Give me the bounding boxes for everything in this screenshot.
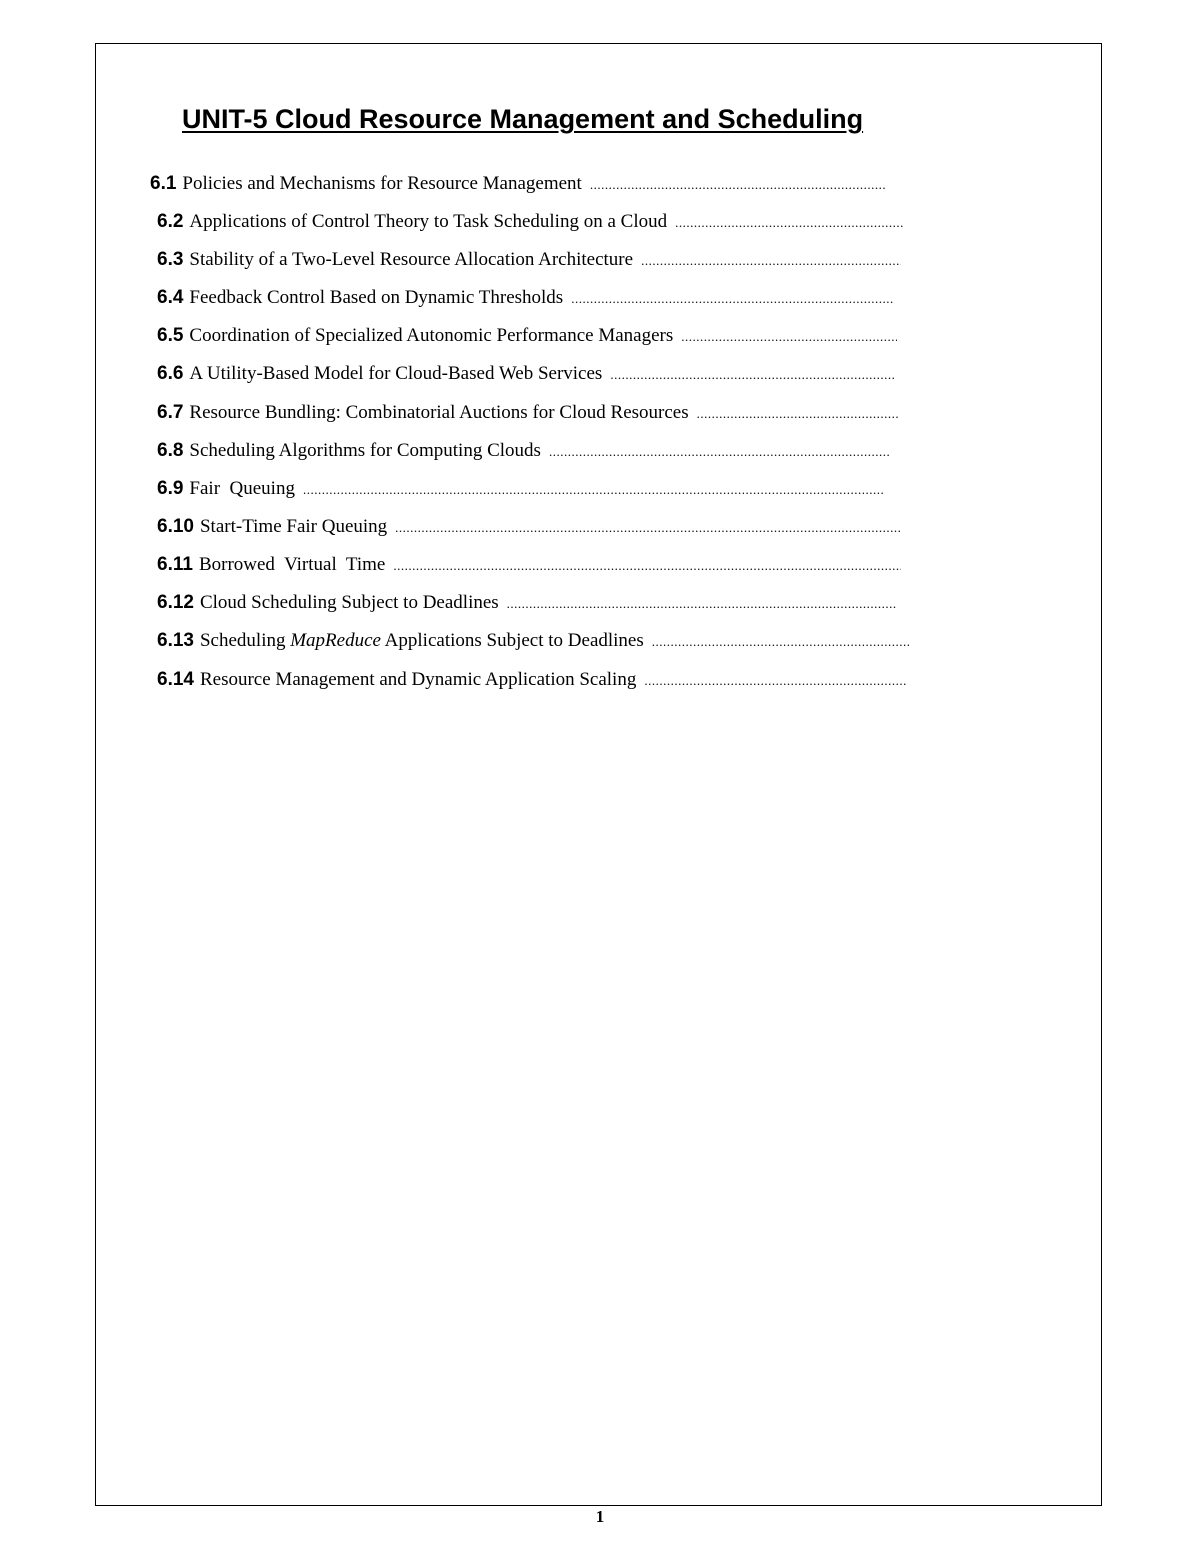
toc-leader-dots xyxy=(610,361,896,388)
toc-entry-title: Fair Queuing xyxy=(189,478,295,499)
toc-entry-title: Policies and Mechanisms for Resource Management xyxy=(182,173,582,194)
toc-leader-dots xyxy=(395,514,900,541)
toc-leader-dots xyxy=(507,590,897,617)
toc-entry-number: 6.2 xyxy=(157,211,184,232)
toc-entry-6-1[interactable] xyxy=(150,170,886,198)
toc-entry-6-14[interactable] xyxy=(157,666,907,694)
toc-entry-number: 6.6 xyxy=(157,363,184,384)
toc-entry-title-emphasis: MapReduce xyxy=(290,630,381,651)
toc-entry-title: Borrowed Virtual Time xyxy=(198,554,386,575)
toc-entry-6-4[interactable] xyxy=(157,284,894,312)
toc-leader-dots xyxy=(571,285,894,312)
toc-entry-6-5[interactable] xyxy=(157,322,897,350)
toc-entry-title-part: Applications Subject to Deadlines xyxy=(380,630,644,651)
toc-entry-number: 6.5 xyxy=(157,325,184,346)
toc-entry-6-11[interactable] xyxy=(157,551,901,579)
toc-entry-title: Scheduling Algorithms for Computing Clouds xyxy=(189,440,541,461)
toc-entry-number: 6.14 xyxy=(157,669,194,690)
toc-entry-number: 6.1 xyxy=(150,173,177,194)
toc-entry-title: Feedback Control Based on Dynamic Thresholds xyxy=(189,287,564,308)
toc-entry-6-7[interactable] xyxy=(157,399,900,427)
toc-entry-6-13[interactable] xyxy=(157,627,909,655)
toc-leader-dots xyxy=(681,323,897,350)
toc-entry-title: A Utility-Based Model for Cloud-Based Web Services xyxy=(189,363,603,384)
toc-entry-title: Cloud Scheduling Subject to Deadlines xyxy=(199,592,499,613)
toc-entry-title: Resource Bundling: Combinatorial Auctions for Cloud Resources xyxy=(189,402,689,423)
toc-entry-title: Start-Time Fair Queuing xyxy=(199,516,388,537)
toc-entry-title: Stability of a Two-Level Resource Allocation Architecture xyxy=(189,249,634,270)
toc-entry-title: Applications of Control Theory to Task Scheduling on a Cloud xyxy=(189,211,668,232)
toc-leader-dots xyxy=(641,247,901,274)
page-number: 1 xyxy=(595,1507,605,1526)
toc-entry-6-8[interactable] xyxy=(157,437,890,465)
toc-leader-dots xyxy=(303,476,885,503)
toc-entry-number: 6.13 xyxy=(157,630,194,651)
toc-leader-dots xyxy=(549,438,890,465)
toc-entry-title: Coordination of Specialized Autonomic Performance Managers xyxy=(189,325,674,346)
toc-entry-6-6[interactable] xyxy=(157,360,896,388)
toc-leader-dots xyxy=(652,628,909,655)
toc-entry-6-9[interactable] xyxy=(157,475,885,503)
toc-entry-number: 6.8 xyxy=(157,440,184,461)
toc-entry-title-part: Scheduling xyxy=(199,630,291,651)
toc-entry-6-3[interactable] xyxy=(157,246,901,274)
toc-entry-title: Resource Management and Dynamic Application Scaling xyxy=(199,669,637,690)
toc-entry-number: 6.10 xyxy=(157,516,194,537)
toc-leader-dots xyxy=(590,171,886,198)
toc-entry-6-12[interactable] xyxy=(157,589,897,617)
document-title: UNIT-5 Cloud Resource Management and Scheduling xyxy=(182,104,864,134)
toc-entry-number: 6.4 xyxy=(157,287,184,308)
toc-entry-number: 6.12 xyxy=(157,592,194,613)
toc-leader-dots xyxy=(393,552,901,579)
toc-entry-6-10[interactable] xyxy=(157,513,900,541)
toc-entry-number: 6.11 xyxy=(157,554,193,575)
toc-entry-number: 6.7 xyxy=(157,402,184,423)
toc-entry-number: 6.3 xyxy=(157,249,184,270)
toc-entry-title xyxy=(200,627,644,655)
toc-leader-dots xyxy=(675,209,903,236)
toc-entry-number: 6.9 xyxy=(157,478,184,499)
toc-entry-6-2[interactable] xyxy=(157,208,903,236)
toc-leader-dots xyxy=(697,400,900,427)
toc-leader-dots xyxy=(644,667,907,694)
